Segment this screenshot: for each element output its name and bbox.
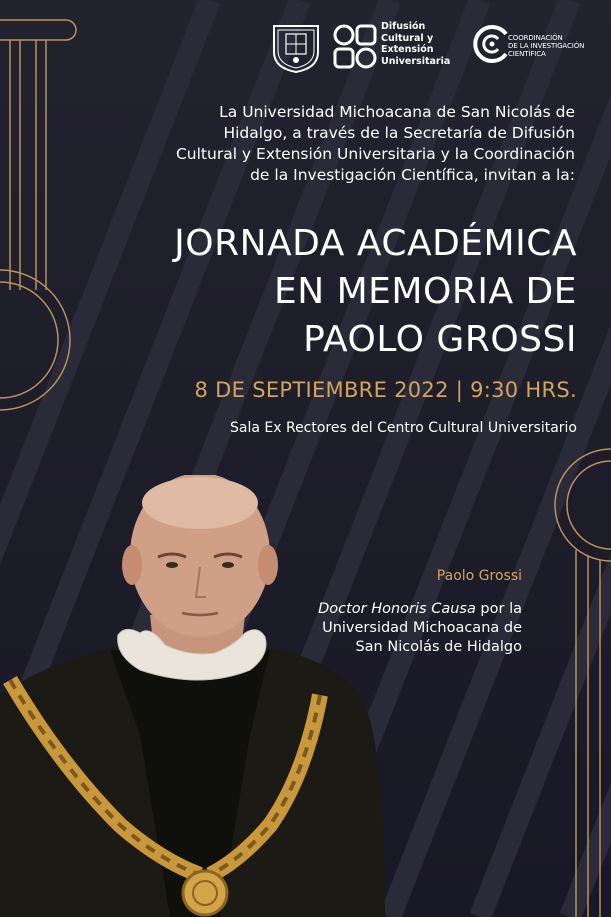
difusion-cultural-logo-icon — [333, 22, 377, 72]
portrait-caption-name: Paolo Grossi — [436, 568, 522, 584]
event-date-time: 8 DE SEPTIEMBRE 2022 | 9:30 HRS. — [194, 378, 577, 402]
coordinacion-investigacion-logo-icon — [472, 24, 512, 64]
university-seal-icon — [268, 18, 324, 74]
event-venue: Sala Ex Rectores del Centro Cultural Universitario — [230, 420, 577, 436]
portrait-photo — [0, 475, 420, 917]
event-title: JORNADA ACADÉMICA EN MEMORIA DE PAOLO GROSSI — [174, 223, 577, 360]
invitation-text: La Universidad Michoacana de San Nicolás de Hidalgo, a través de la Secretaría de Difusión Cultural y Extensión Universitaria y la Coordinación de la Investigación Científica, invitan a la: — [175, 103, 575, 184]
honoris-causa-title: Doctor Honoris Causa — [318, 601, 476, 617]
logo-bar — [0, 14, 611, 74]
portrait-caption-description: Doctor Honoris Causa por la Universidad Michoacana de San Nicolás de Hidalgo — [318, 601, 522, 655]
difusion-cultural-logo-text: Difusión Cultural y Extensión Universitaria — [381, 21, 451, 67]
coordinacion-investigacion-logo-text: COORDINACIÓN DE LA INVESTIGACIÓN CIENTÍFICA — [508, 34, 585, 58]
